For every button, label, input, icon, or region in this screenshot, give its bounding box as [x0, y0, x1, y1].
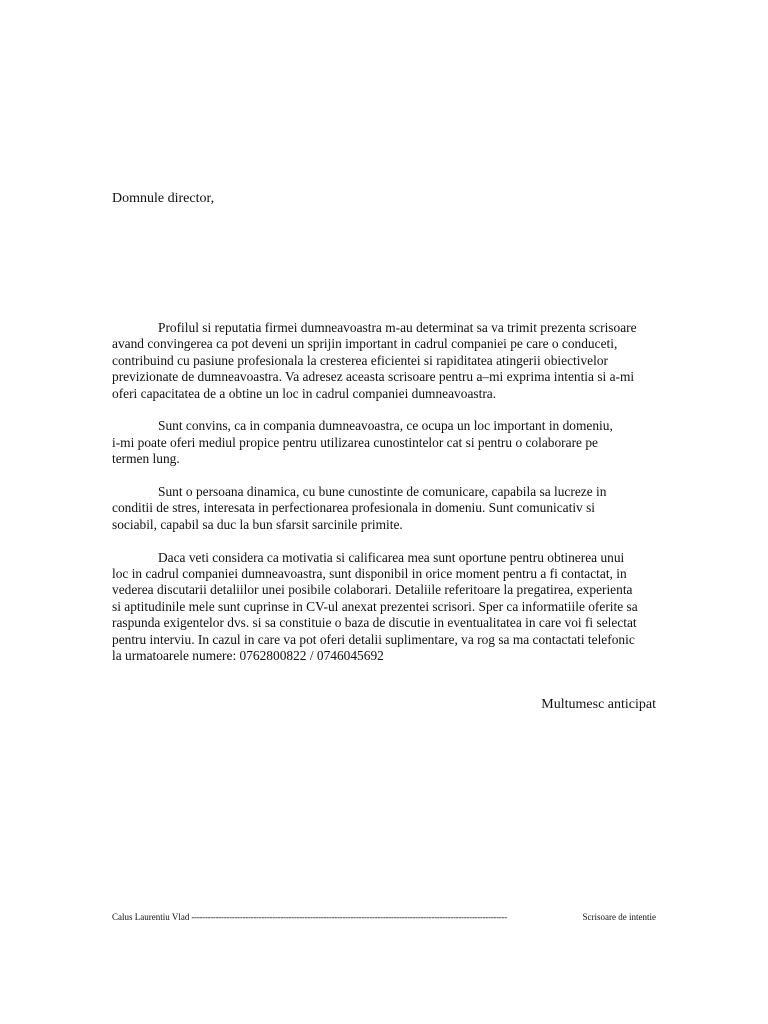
footer-author: Calus Laurentiu Vlad [112, 912, 190, 922]
paragraph-line: pentru interviu. In cazul in care va pot oferi detalii suplimentare, va rog sa ma contactati telefonic [112, 631, 635, 647]
paragraph-line: la urmatoarele numere: 0762800822 / 0746045692 [112, 648, 384, 664]
footer-document-title: Scrisoare de intentie [582, 912, 656, 922]
paragraph-line: loc in cadrul companiei dumneavoastra, sunt disponibil in orice moment pentru a fi contactat, in [112, 566, 627, 582]
paragraph-line: sociabil, capabil sa duc la bun sfarsit sarcinile primite. [112, 516, 403, 532]
paragraph-line: Sunt o persoana dinamica, cu bune cunostinte de comunicare, capabila sa lucreze in [158, 484, 607, 500]
page-footer [112, 911, 656, 923]
paragraph-line: previzionate de dumneavoastra. Va adresez aceasta scrisoare pentru a–mi exprima intentia si a-mi [112, 369, 635, 385]
footer-divider: --------------------------------------------------------------------------------------------------------------------- [191, 912, 507, 922]
paragraph-line: conditii de stres, interesata in perfectionarea profesionala in domeniu. Sunt comunicativ si [112, 500, 596, 516]
paragraph-4 [112, 550, 656, 665]
paragraph-line: i-mi poate oferi mediul propice pentru utilizarea cunostintelor cat si pentru o colaborare pe [112, 434, 598, 450]
paragraph-1 [112, 320, 656, 402]
paragraph-line: si aptitudinile mele sunt cuprinse in CV-ul anexat prezentei scrisori. Sper ca informatiile oferite sa [112, 598, 638, 614]
paragraph-line: contribuind cu pasiune profesionala la cresterea eficientei si rapiditatea atingerii obiectivelor [112, 352, 608, 368]
paragraph-2 [112, 418, 656, 467]
paragraph-line: oferi capacitatea de a obtine un loc in cadrul companiei dumneavoastra. [112, 385, 497, 401]
paragraph-line: termen lung. [112, 451, 180, 467]
paragraph-3 [112, 484, 656, 533]
salutation: Domnule director, [112, 191, 215, 206]
paragraph-line: Sunt convins, ca in compania dumneavoastra, ce ocupa un loc important in domeniu, [158, 418, 613, 434]
paragraph-line: Profilul si reputatia firmei dumneavoastra m-au determinat sa va trimit prezenta scrisoare [158, 320, 637, 335]
closing-line: Multumesc anticipat [541, 697, 656, 712]
paragraph-line: raspunda exigentelor dvs. si sa constituie o baza de discutie in eventualitatea in care voi fi selectat [112, 615, 637, 631]
letter-body [112, 320, 656, 681]
paragraph-line: Daca veti considera ca motivatia si calificarea mea sunt oportune pentru obtinerea unui [158, 549, 625, 565]
paragraph-line: vederea discutarii detaliilor unei posibile colaborari. Detaliile referitoare la pregatirea, experienta [112, 582, 633, 598]
paragraph-line: avand convingerea ca pot deveni un sprijin important in cadrul companiei pe care o conduceti, [112, 336, 618, 352]
